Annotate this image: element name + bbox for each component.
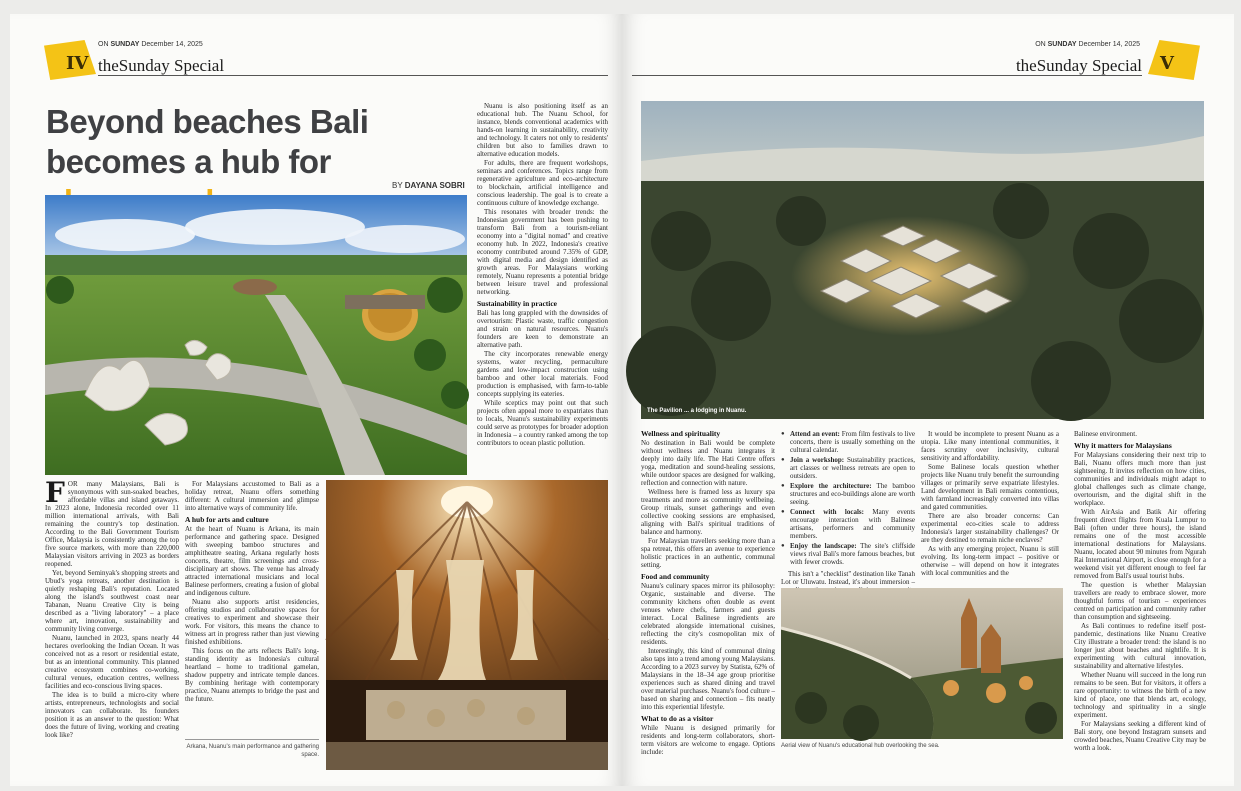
subheading: A hub for arts and culture [185,515,269,524]
paragraph: With AirAsia and Batik Air offering frequent direct flights from Kuala Lumpur to Bali (often under three hours), the island remains one of the most accessible international destinations for Malaysians. Nuanu, located about 90 minutes from Ngurah Rai International Airport, is close enough for a weekend visit yet different enough to feel far removed from Bali's usual tourist hubs. [1074,508,1206,580]
paragraph: Nuanu also supports artist residencies, offering studios and collaborative spaces for creatives to experiment and showcase their work. For visitors, this means the chance to witness art in progress rather than just viewing finished exhibitions. [185,598,319,646]
drop-cap: F [45,476,65,509]
paragraph: While Nuanu is designed primarily for residents and long-term collaborators, short-term visitors are welcome to engage. Options include: [641,724,775,756]
newspaper-spread [10,14,1234,786]
paragraph: For Malaysians accustomed to Bali as a holiday retreat, Nuanu offers something different: A cultural immersion and glimpse into alternative ways of community life. [185,480,319,512]
article-column-5 [781,430,915,590]
nuanu-landscape-photo [45,195,467,475]
edition-date: ON SUNDAY December 14, 2025 [1035,41,1140,48]
arkana-interior-photo [326,480,608,770]
article-column-6 [921,430,1059,590]
subheading: Why it matters for Malaysians [1074,441,1172,450]
paragraph: Some Balinese locals question whether projects like Nuanu truly benefit the surrounding villages or primarily serve expatriate lifestyles. Land development in Bali remains contentious, with farmland increasingly converted into villas and gated communities. [921,463,1059,511]
section-divider [98,75,608,76]
paragraph: Bali has long grappled with the downsides of overtourism: Plastic waste, traffic congestion and strain on natural resources. Nuanu's founders are keen to demonstrate an alternative path. [477,309,608,349]
paragraph: For Malaysians considering their next trip to Bali, Nuanu offers much more than just sightseeing. It invites reflection on how cities, communities and individuals might adapt to global challenges such as climate change, overtourism, and the digital shift in the workplace. [1074,451,1206,507]
article-column-2 [185,480,319,730]
paragraph: Wellness here is framed less as luxury spa treatments and more as community wellbeing. Group rituals, sunset gatherings and even collective cooking sessions are emphasised, aligning with Bali's spiritual traditions of balance and harmony. [641,488,775,536]
paragraph: It would be incomplete to present Nuanu as a utopia. Like many intentional communities, it faces scrutiny over inclusivity, cultural sensitivity and affordability. [921,430,1059,462]
paragraph: Balinese environment. [1074,430,1137,438]
headline: Beyond beaches Bali becomes a hub for [46,103,369,180]
paragraph: For Malaysians seeking a different kind of Bali story, one beyond Instagram sunsets and crowded beaches, Nuanu Creative City may be worth a look. [1074,720,1206,752]
article-column-7 [1074,430,1206,774]
paragraph: At the heart of Nuanu is Arkana, its main performance and gathering space. Designed with sweeping bamboo structures and amphitheatre seating, Arkana regularly hosts concerts, theatre, film screenings and cross-disciplinary art shows. The venue has already attracted international musicians and local Balinese performers, creating a fusion of global and indigenous culture. [185,525,319,597]
list-item: ● Explore the architecture: The bamboo structures and eco-buildings alone are worth seeing. [781,482,915,506]
paragraph: No destination in Bali would be complete without wellness and Nuanu integrates it deeply into daily life. The Hati Centre offers yoga, meditation and sound-healing sessions, while outdoor spaces are designed for walking, reflection and connection with nature. [641,439,775,487]
article-column-3 [477,102,608,476]
paragraph: As Bali continues to redefine itself post-pandemic, destinations like Nuanu Creative City illustrate a broader trend: the island is no longer just about beaches and nightlife. It is experimenting with cultural innovation, sustainability and alternative lifestyles. [1074,622,1206,670]
folio-tab [1148,40,1200,80]
right-page [622,14,1234,786]
list-item: ● Attend an event: From film festivals to live concerts, there is usually something on the cultural calendar. [781,430,915,454]
list-item: ● Enjoy the landscape: The site's cliffside views rival Bali's more famous beaches, but with fewer crowds. [781,542,915,566]
pavilion-aerial-photo [641,101,1204,419]
paragraph: This focus on the arts reflects Bali's long-standing identity as Indonesia's cultural heartland – home to traditional gamelan, shadow puppetry and intricate temple dances. By combining heritage with contemporary practice, Nuanu attempts to bridge the past and the future. [185,647,319,703]
paragraph: The question is whether Malaysian travellers are ready to embrace slower, more thoughtful forms of tourism – experiences centred on participation and community rather than consumption and sightseeing. [1074,581,1206,621]
paragraph: For Malaysian travellers seeking more than a spa retreat, this offers an avenue to experience holistic practices in an authentic, communal setting. [641,537,775,569]
article-column-1 [45,476,179,780]
paragraph: Nuanu is also positioning itself as an educational hub. The Nuanu School, for instance, blends conventional academics with hands-on learning in sustainability, creativity and technology. It caters not only to residents' children but also to families drawn to alternative education models. [477,102,608,158]
paragraph: Yet, beyond Seminyak's shopping streets and Ubud's yoga retreats, another destination is quietly reshaping Bali's reputation. Located along the island's southwest coast near Tabanan, Nuanu Creative City is being described as a "living laboratory" – a place where art, innovation, sustainability and community living converge. [45,569,179,633]
byline: BY DAYANA SOBRI [392,181,465,190]
caption-divider [185,739,319,740]
paragraph: The city incorporates renewable energy systems, water recycling, permaculture gardens and low-impact construction using bamboo and other local materials. Food production is emphasised, with farm-to-table concepts supplying its eateries. [477,350,608,398]
list-item: ● Connect with locals: Many events encourage interaction with Balinese artisans, performers and community members. [781,508,915,540]
page-number: V [1160,53,1174,74]
section-title: theSunday Special [1015,56,1142,75]
edition-date: ON SUNDAY December 14, 2025 [98,41,203,48]
visitor-activities-list [781,430,915,566]
pavilion-photo-caption: The Pavilion ... a lodging in Nuanu. [647,408,747,414]
paragraph: Nuanu's culinary spaces mirror its philosophy: Organic, sustainable and diverse. The community kitchens often double as event venues where chefs, farmers and guests interact. Local Balinese ingredients are celebrated alongside international cuisines, reflecting the city's cosmopolitan mix of residents. [641,582,775,646]
subheading: Food and community [641,572,710,581]
paragraph: For adults, there are frequent workshops, seminars and conferences. Topics range from regenerative agriculture and eco-architecture to blockchain, artificial intelligence and conscious leadership. The goal is to create a continuous culture of knowledge exchange. [477,159,608,207]
educational-hub-aerial-photo [781,588,1063,739]
page-number: IV [66,53,89,74]
section-title: theSunday Special [98,56,225,75]
paragraph: This resonates with broader trends: the Indonesian government has been pushing to transform Bali from a tourism-reliant economy into a "digital nomad" and creative economy hub. In 2022, Indonesia's creative economy contributed around 7.35% of GDP, with digital media and design identified as growth areas. For Malaysians working remotely, Nuanu represents a potential bridge between leisure travel and professional networking. [477,208,608,296]
paragraph: This isn't a "checklist" destination like Tanah Lot or Uluwatu. Instead, it's about immersion – [781,570,915,586]
paragraph: While sceptics may point out that such projects often appeal more to expatriates than to locals, Nuanu's sustainability experiments could serve as prototypes for broader adoption in Indonesia – a country ranked among the top contributors to ocean plastic pollution. [477,399,608,447]
subheading: Sustainability in practice [477,299,558,308]
arkana-photo-caption: Arkana, Nuanu's main performance and gathering space. [186,744,319,758]
intro-paragraph: FOR many Malaysians, Bali is synonymous with sun-soaked beaches, affordable villas and island getaways. In 2023 alone, Indonesia recorded over 11 million international arrivals, with Bali remaining the country's top destination. According to the Bali Government Tourism Office, Malaysia is consistently among the top five source markets, with more than 220,000 Malaysian visitors arriving in 2023 as borders reopened. [45,476,179,568]
subheading: What to do as a visitor [641,714,714,723]
list-item: ● Join a workshop: Sustainability practices, art classes or wellness retreats are open to outsiders. [781,456,915,480]
article-column-4 [641,430,775,774]
paragraph: As with any emerging project, Nuanu is still evolving. Its long-term impact – positive or otherwise – will depend on how it integrates with local communities and the [921,545,1059,577]
paragraph: There are also broader concerns: Can experimental eco-cities scale to address Indonesia's larger sustainability challenges? Or are they destined to remain niche enclaves? [921,512,1059,544]
paragraph: Nuanu, launched in 2023, spans nearly 44 hectares overlooking the Indian Ocean. It was conceived not as a resort or residential estate, but as an intentional community. This planned creative ecosystem combines co-working, cultural venues, education centres, wellness facilities and eco-conscious living spaces. [45,634,179,690]
paragraph: Interestingly, this kind of communal dining also taps into a trend among young Malaysians. According to a 2023 survey by Statista, 62% of Malaysians in the 18–34 age group prioritise experiences such as shared dining and travel over material purchases. Nuanu's food culture – based on sharing and connection – fits neatly into this experiential lifestyle. [641,647,775,711]
left-page [10,14,622,786]
subheading: Wellness and spirituality [641,429,721,438]
section-divider [632,75,1142,76]
paragraph: Whether Nuanu will succeed in the long run remains to be seen. But for visitors, it offers a rare opportunity: to witness the birth of a new kind of place, one that blends art, ecology, technology and spirituality in a single experiment. [1074,671,1206,719]
hub-photo-caption: Aerial view of Nuanu's educational hub overlooking the sea. [781,743,940,749]
paragraph: The idea is to build a micro-city where artists, entrepreneurs, technologists and social innovators can collaborate. Its founders position it as an answer to the question: What does the future of living, working and creating look like? [45,691,179,739]
